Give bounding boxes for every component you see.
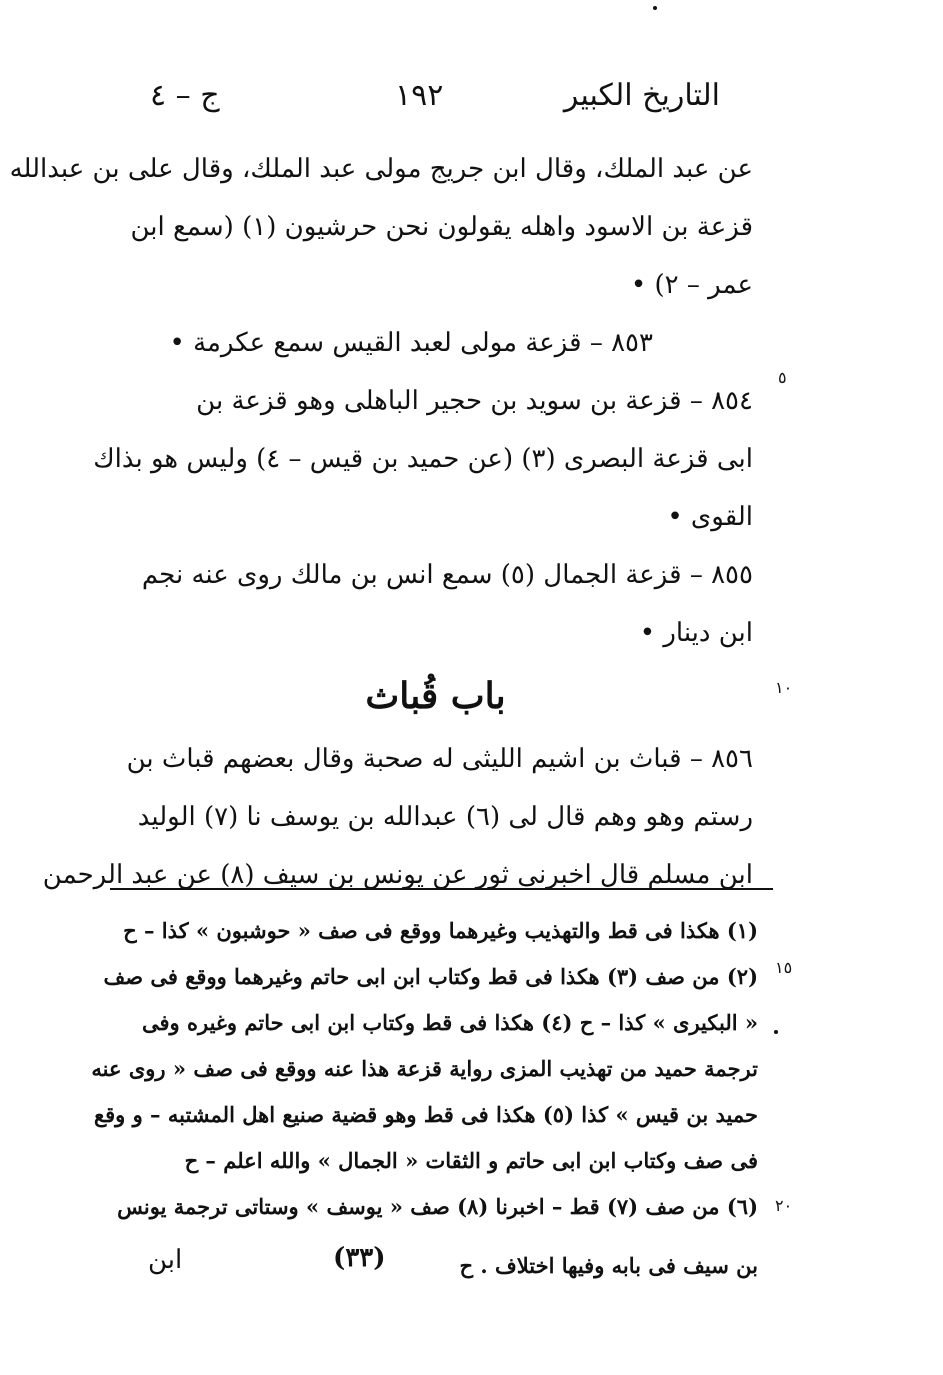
text-line: رستم وهو وهم قال لى (٦) عبدالله بن يوسف نا (٧) الوليد xyxy=(137,802,753,832)
text-line: ابن دينار • xyxy=(639,618,753,648)
footnote-line: (١) هكذا فى قط والتهذيب وغيرهما ووقع فى صف « حوشبون » كذا – ح xyxy=(123,918,758,943)
footnote-line: حميد بن قيس » كذا (٥) هكذا فى قط وهو قضية صنيع اهل المشتبه – و وقع xyxy=(93,1102,758,1127)
volume-label: ج – ٤ xyxy=(150,78,220,113)
entry-854: ٨٥٤ – قزعة بن سويد بن حجير الباهلى وهو قزعة بن xyxy=(196,386,753,416)
margin-line-number: ١٥ xyxy=(775,958,793,977)
text-line: قزعة بن الاسود واهله يقولون نحن حرشيون (١) (سمع ابن xyxy=(130,212,753,242)
text-line: ابن مسلم قال اخبرنى ثور عن يونس بن سيف (٨) عن عبد الرحمن xyxy=(42,860,753,890)
footnote-line: « البكيرى » كذا – ح (٤) هكذا فى قط وكتاب ابن ابى حاتم وغيره وفى xyxy=(142,1010,758,1035)
margin-line-number: ٢٠ xyxy=(775,1196,793,1215)
footnote-line: (٢) من صف (٣) هكذا فى قط وكتاب ابن ابى حاتم وغيرهما ووقع فى صف xyxy=(103,964,758,989)
footnote-continuation: بن سيف فى بابه وفيها اختلاف . ح xyxy=(459,1253,758,1278)
entry-856: ٨٥٦ – قباث بن اشيم الليثى له صحبة وقال بعضهم قباث بن xyxy=(126,744,753,774)
entry-855: ٨٥٥ – قزعة الجمال (٥) سمع انس بن مالك روى عنه نجم xyxy=(141,560,753,590)
footnote-line: فى صف وكتاب ابن ابى حاتم و الثقات « الجمال » والله اعلم – ح xyxy=(184,1148,758,1173)
margin-line-number: ١٠ xyxy=(775,678,793,697)
book-title: التاريخ الكبير xyxy=(563,78,720,113)
section-heading: باب قُباث xyxy=(365,675,506,717)
footnote-separator xyxy=(110,888,773,890)
page-number: ١٩٢ xyxy=(395,78,444,113)
text-line: عمر – ٢) • xyxy=(630,270,753,300)
print-speck xyxy=(774,1030,778,1034)
main-text xyxy=(9,140,753,904)
running-header xyxy=(120,78,720,122)
catchword: ابن xyxy=(148,1245,183,1275)
footnote-line: ترجمة حميد من تهذيب المزى رواية قزعة هذا عنه ووقع فى صف « روى عنه xyxy=(91,1056,758,1081)
text-line: ابى قزعة البصرى (٣) (عن حميد بن قيس – ٤) وليس هو بذاك xyxy=(93,444,753,474)
print-speck xyxy=(653,6,657,10)
text-line: عن عبد الملك، وقال ابن جريج مولى عبد الملك، وقال على بن عبدالله xyxy=(9,154,753,184)
footnote-line: (٦) من صف (٧) قط – اخبرنا (٨) صف « يوسف » وستاتى ترجمة يونس xyxy=(117,1194,758,1219)
margin-line-number: ٥ xyxy=(778,368,787,387)
signature-mark: (٣٣) xyxy=(333,1243,386,1273)
page-footer xyxy=(118,1243,758,1289)
text-line: القوى • xyxy=(667,502,753,532)
footnotes xyxy=(91,908,758,1230)
entry-853: ٨٥٣ – قزعة مولى لعبد القيس سمع عكرمة • xyxy=(169,328,653,358)
